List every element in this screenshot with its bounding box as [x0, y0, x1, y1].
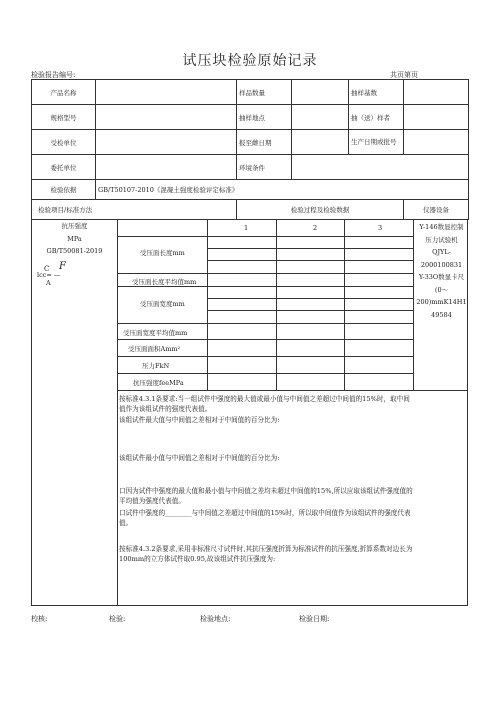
- production-date-field[interactable]: [404, 130, 469, 155]
- column-number: 3: [378, 224, 383, 232]
- page-title: 试压块检验原始记录: [182, 53, 318, 69]
- equipment-line: Y-146数显控制: [419, 223, 464, 231]
- basis-label: 检验依据: [32, 180, 96, 200]
- client-unit-field[interactable]: [96, 155, 237, 180]
- basis-value: GB/T50107-2010《混凝土强度检验评定标准》: [96, 180, 469, 200]
- footer-location: 检验地点:: [200, 615, 231, 623]
- sample-qty-label: 样品数量: [237, 80, 292, 105]
- process-data-header: 检验过程及检验数据: [237, 200, 404, 220]
- row-line: [207, 260, 413, 261]
- sampling-location-label: 抽样地点: [237, 105, 292, 130]
- sampler-label: 抽（送）样者: [349, 105, 404, 130]
- row-line: [117, 339, 413, 340]
- note-max-percent: 该组试件最大值与中间值之差相对于中间值的百分比为:: [119, 416, 280, 424]
- col2-divider: [276, 219, 277, 390]
- sampling-base-field[interactable]: [404, 80, 469, 105]
- formula-c: C: [44, 265, 50, 273]
- item-method-header: 检验项目/标准方法: [32, 200, 237, 220]
- equipment-list: [414, 221, 469, 321]
- equipment-header: 仪器设备: [404, 200, 469, 220]
- notes-top-line: [117, 390, 468, 391]
- formula-lcc: lcc= —: [37, 271, 61, 279]
- column-number: 1: [244, 224, 249, 232]
- col1-divider: [207, 219, 208, 390]
- footer-check: 校核:: [31, 615, 48, 623]
- info-row: [32, 130, 469, 155]
- col3-divider: [344, 219, 345, 390]
- measure-row-label: 受压面宽度mm: [140, 300, 185, 308]
- measure-row-label: 受压面长度平均值mm: [132, 278, 197, 286]
- row-line: [117, 323, 413, 324]
- product-name-field[interactable]: [96, 80, 237, 105]
- formula-f: F: [59, 261, 66, 272]
- measure-row-label: 受压面宽度平均值mm: [123, 329, 188, 337]
- row-line: [117, 373, 413, 374]
- report-number-label: 检验报告编号:: [31, 71, 76, 79]
- production-date-label: 生产日期或批号: [349, 130, 404, 155]
- row-line: [117, 356, 413, 357]
- formula-a: A: [46, 279, 51, 287]
- note-rule-431: 按标准4.3.1条要求:当一组试件中强度的最大值或最小值与中间值之差超过中间值的15%时，取中间值作为该组试件的强度代表值。: [119, 395, 410, 413]
- info-row: [32, 80, 469, 105]
- info-row: [32, 155, 469, 180]
- note-median-option: 口试件中强度的________与中间值之差超过中间值的15%时，所以取中间值作为该组试件的强度代表值。: [119, 509, 411, 527]
- left-divider: [117, 219, 118, 605]
- sample-qty-field[interactable]: [292, 80, 349, 105]
- row-line: [207, 298, 413, 299]
- note-average-option: 口因为试件中强度的最大值和最小值与中间值之差均未超过中间值的15%,所以应取该组试件强度值的平均值为强度代表值。: [119, 487, 413, 505]
- sampling-location-field[interactable]: [292, 105, 349, 130]
- row-line: [117, 286, 413, 287]
- equipment-line: Y-33O数显卡尺: [418, 273, 465, 281]
- inspected-unit-label: 受检单位: [32, 130, 96, 155]
- environment-field[interactable]: [292, 155, 469, 180]
- info-table: [31, 79, 469, 220]
- inspected-unit-field[interactable]: [96, 130, 237, 155]
- basis-row: [32, 180, 469, 200]
- equipment-line: 压力试验机: [425, 235, 458, 244]
- spec-model-label: 规格型号: [32, 105, 96, 130]
- row-line: [117, 273, 413, 274]
- info-row: [32, 105, 469, 130]
- measure-row-label: 抗压强度feeMPa: [133, 379, 184, 387]
- equipment-line: QJYL-: [432, 248, 451, 256]
- client-unit-label: 委托单位: [32, 155, 96, 180]
- footer-inspect: 检验:: [109, 615, 126, 623]
- footer-date: 检验日期:: [299, 615, 330, 623]
- product-name-label: 产品名称: [32, 80, 96, 105]
- test-item-name: 抗压强度: [61, 222, 88, 230]
- report-date-label: 报至雌日期: [237, 130, 292, 155]
- test-item-unit: MPa: [67, 235, 82, 243]
- equipment-line: 49584: [431, 310, 452, 319]
- test-standard: GB/T50081-2019: [46, 247, 103, 255]
- equipment-line: 2000100831: [420, 260, 463, 269]
- equipment-line: (0～: [434, 285, 449, 294]
- section-header-row: [32, 200, 469, 220]
- row-line: [207, 310, 413, 311]
- sampler-field[interactable]: [404, 105, 469, 130]
- equipment-line: 200)mmK14H1: [416, 298, 467, 306]
- page-number-label: 共页第页: [390, 71, 418, 79]
- report-date-field[interactable]: [292, 130, 349, 155]
- column-number: 2: [313, 224, 318, 232]
- measure-row-label: 受压面长度mm: [140, 249, 185, 257]
- row-line: [207, 248, 413, 249]
- note-rule-432: 按标准4.3.2条要求,采用非标准尺寸试件时,其抗压强度折算为标准试件的抗压强度,折算系数对边长为100mm的立方体试件取0.95,故该组试件抗压强度为:: [119, 545, 413, 563]
- note-min-percent: 该组试件最小值与中间值之差相对于中间值的百分比为:: [119, 454, 280, 462]
- sampling-base-label: 抽样基数: [349, 80, 404, 105]
- measure-row-label: 压力FkN: [142, 362, 170, 370]
- row-line: [117, 236, 413, 237]
- spec-model-field[interactable]: [96, 105, 237, 130]
- environment-label: 环境条件: [237, 155, 292, 180]
- measure-row-label: 受压面面积Amm²: [128, 345, 181, 353]
